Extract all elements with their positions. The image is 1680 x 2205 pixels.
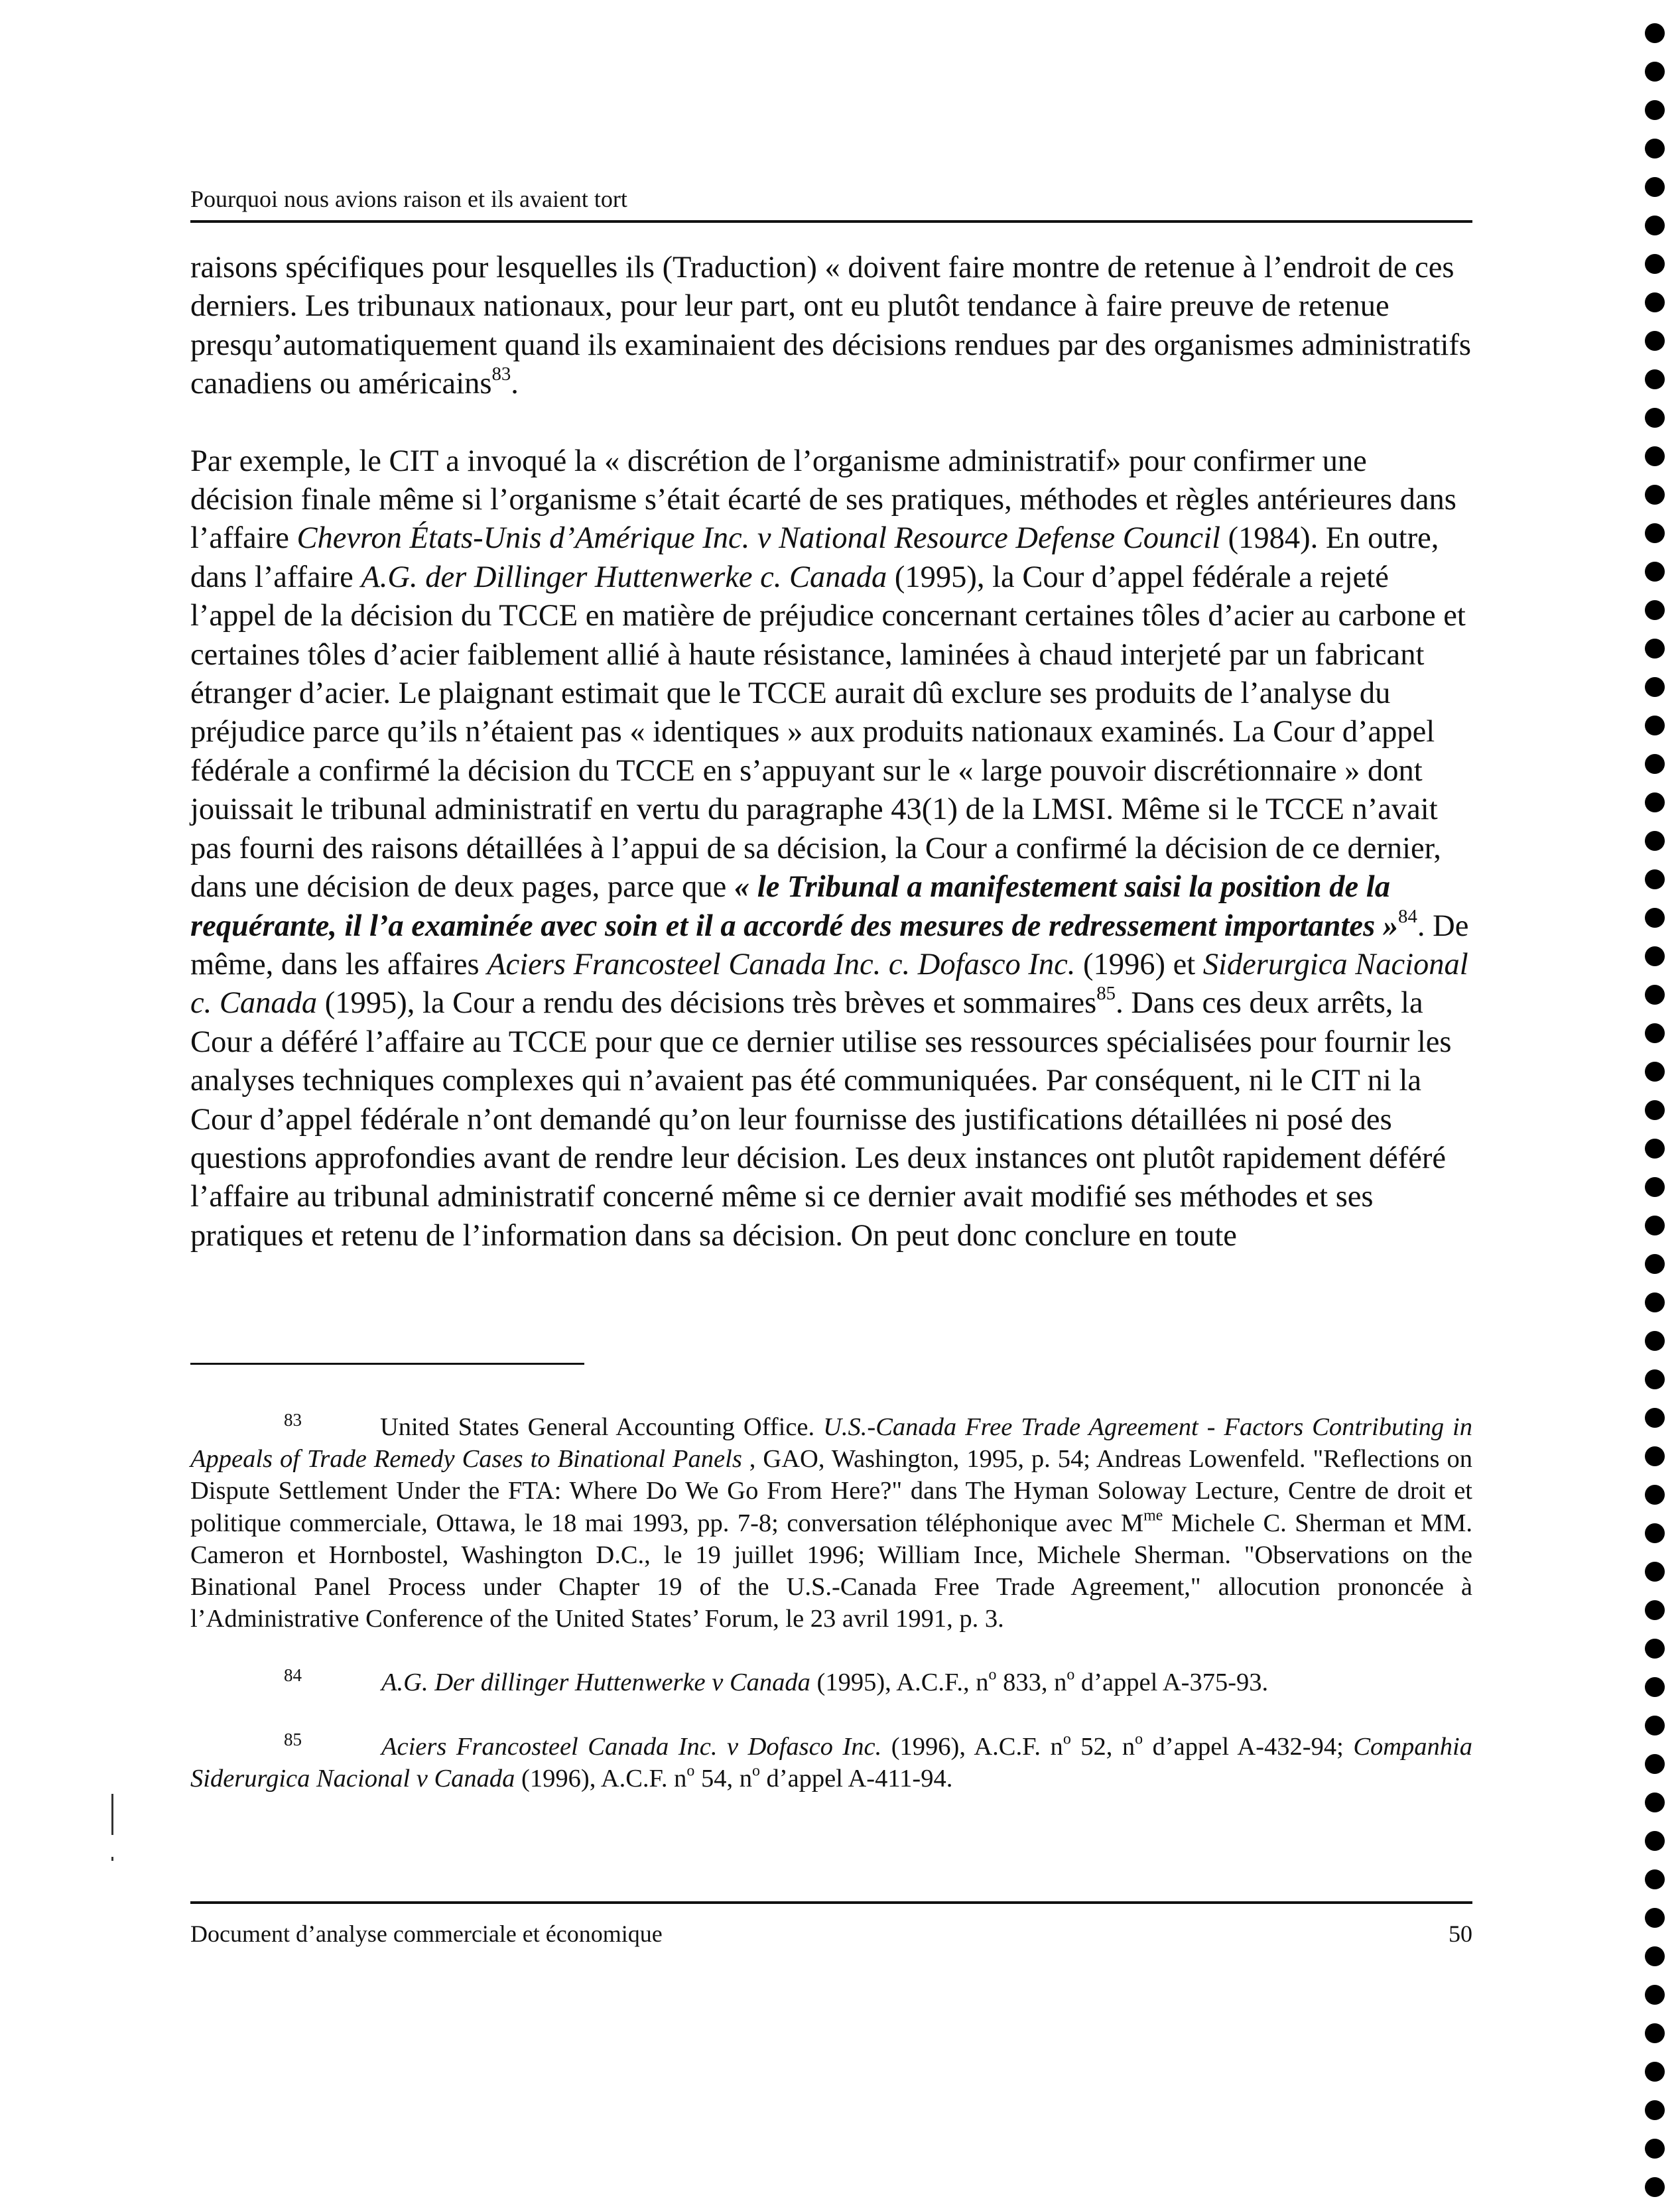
- binding-hole: [1645, 331, 1665, 351]
- footnote-title: A.G. Der dillinger Huttenwerke v Canada: [381, 1669, 810, 1697]
- binding-hole: [1645, 639, 1665, 659]
- footnote-text: 54, n: [694, 1764, 752, 1793]
- footnote-text: d’appel A-432-94;: [1143, 1732, 1354, 1761]
- footnote-text: (1995), A.C.F., n: [810, 1669, 989, 1697]
- binding-hole: [1645, 1062, 1665, 1082]
- footnote-title: U.S.-Canada Free Trade Agreement - Factors Contributing in Appeals of Trade Remedy Cases to Binational Panels: [190, 1413, 1472, 1474]
- binding-hole: [1645, 292, 1665, 312]
- binding-hole: [1645, 1023, 1665, 1043]
- binding-hole: [1645, 1600, 1665, 1620]
- court-quote: « le Tribunal a manifestement saisi la position de la requérante, il l’a examinée avec soin et il a accordé des mesures de redressement importantes »: [190, 870, 1399, 943]
- binding-hole: [1645, 1292, 1665, 1312]
- binding-hole: [1645, 985, 1665, 1005]
- paragraph-2-text: (1995), la Cour d’appel fédérale a rejeté l’appel de la décision du TCCE en matière de préjudice concernant certaines tôles d’acier au carbone et certaines tôles d’acier faiblement allié à haute résistance, laminées à chaud interjeté par un fabricant étranger d’acier. Le plaignant estimait que le TCCE aurait dû exclure ses produits de l’analyse du préjudice parce qu’ils n’étaient pas « identiques » aux produits nationaux examinés. La Cour d’appel fédérale a confirmé la décision du TCCE en s’appuyant sur le « large pouvoir discrétionnaire » dont jouissait le tribunal administratif en vertu du paragraphe 43(1) de la LMSI. Même si le TCCE n’avait pas fourni des raisons détaillées à l’appui de sa décision, la Cour a confirmé la décision de ce dernier, dans une décision de deux pages, parce que: [190, 560, 1466, 905]
- binding-holes: [1645, 0, 1671, 2205]
- binding-hole: [1645, 754, 1665, 774]
- binding-hole: [1645, 1100, 1665, 1120]
- paragraph-2-text: (1984). En outre, dans l’affaire: [190, 521, 1439, 594]
- footnote-text: (1996), A.C.F. n: [881, 1732, 1063, 1761]
- footnote-text: , GAO, Washington, 1995, p. 54; Andreas Lowenfeld. "Reflections on Dispute Settlement Under the FTA: Where Do We Go From Here?" dans The Hyman Soloway Lecture, Centre de droit et politique commerciale, Ottawa, le 18 mai 1993, pp. 7-8; conversation téléphonique avec M: [190, 1445, 1473, 1537]
- paragraph-2-text: . De même, dans les affaires: [190, 909, 1469, 981]
- binding-hole: [1645, 1831, 1665, 1851]
- footer-title: Document d’analyse commerciale et économique: [190, 1921, 663, 1947]
- footnote-ref-85[interactable]: 85: [1096, 983, 1116, 1005]
- binding-hole: [1645, 446, 1665, 466]
- binding-hole: [1645, 23, 1665, 43]
- binding-hole: [1645, 1677, 1665, 1697]
- binding-hole: [1645, 1139, 1665, 1159]
- binding-hole: [1645, 100, 1665, 120]
- footnote-ref-83[interactable]: 83: [491, 363, 511, 385]
- paragraph-1-end: .: [511, 367, 519, 401]
- binding-hole: [1645, 677, 1665, 697]
- case-name-chevron: Chevron États-Unis d’Amérique Inc. v National Resource Defense Council: [296, 521, 1221, 556]
- superscript: o: [686, 1762, 695, 1780]
- binding-hole: [1645, 1523, 1665, 1543]
- binding-hole: [1645, 1793, 1665, 1812]
- footnote-text: 833, n: [996, 1669, 1067, 1697]
- paragraph-2-text: (1995), la Cour a rendu des décisions très brèves et sommaires: [317, 986, 1097, 1021]
- paragraph-2-text: (1996) et: [1075, 947, 1203, 981]
- footnote-83: 83 United States General Accounting Office. U.S.-Canada Free Trade Agreement - Factors Contributing in Appeals of Trade Remedy Cases to Binational Panels , GAO, Washington, 1995, p. 54; Andreas Lowenfeld. "Reflections on Dispute Settlement Under the FTA: Where Do We Go From Here?" dans The Hyman Soloway Lecture, Centre de droit et politique commerciale, Ottawa, le 18 mai 1993, pp. 7-8; conversation téléphonique avec $M^{me}$ Michele C. Sherman et MM. Cameron et Hornbostel, Washington D.C., le 19 juillet 1996; William Ince, Michele Sherman. "Observations on the Binational Panel Process under Chapter 19 of the U.S.-Canada Free Trade Agreement," allocution prononcée à l’Administrative Conference of the United States’ Forum, le 23 avril 1991, p. 3.: [190, 1410, 1473, 1633]
- binding-hole: [1645, 869, 1665, 889]
- binding-hole: [1645, 1754, 1665, 1774]
- binding-hole: [1645, 1946, 1665, 1966]
- binding-hole: [1645, 562, 1665, 582]
- binding-hole: [1645, 2062, 1665, 2082]
- footnote-title: Aciers Francosteel Canada Inc. v Dofasco Inc.: [381, 1732, 882, 1761]
- footnote-separator: [190, 1363, 584, 1365]
- binding-hole: [1645, 792, 1665, 812]
- footnote-text: 52, n: [1070, 1732, 1135, 1761]
- superscript: me: [1143, 1506, 1163, 1524]
- binding-hole: [1645, 831, 1665, 851]
- footnotes: [190, 1411, 1472, 1795]
- binding-hole: [1645, 1639, 1665, 1659]
- paragraph-2-text: Par exemple, le CIT a invoqué la « discrétion de l’organisme administratif» pour confirmer une décision finale même si l’organisme s’était écarté de ses pratiques, méthodes et règles antérieures dans l’affaire: [190, 444, 1456, 556]
- footnote-84: 84 A.G. Der dillinger Huttenwerke v Canada (1995), A.C.F., $n^o$ 833, $n^o$ d’appel A-375-93.: [284, 1665, 1269, 1697]
- binding-hole: [1645, 177, 1665, 197]
- binding-hole: [1645, 408, 1665, 428]
- binding-hole: [1645, 1369, 1665, 1389]
- binding-hole: [1645, 1869, 1665, 1889]
- binding-hole: [1645, 254, 1665, 274]
- superscript: o: [751, 1762, 760, 1780]
- binding-hole: [1645, 908, 1665, 928]
- binding-hole: [1645, 2177, 1665, 2197]
- footnote-text: Michele C. Sherman et MM. Cameron et Hornbostel, Washington D.C., le 19 juillet 1996; William Ince, Michele Sherman. "Observations on the Binational Panel Process under Chapter 19 of the U.S.-Canada Free Trade Agreement," allocution prononcée à l’Administrative Conference of the United States’ Forum, le 23 avril 1991, p. 3.: [190, 1509, 1472, 1633]
- footnote-85: 85 Aciers Francosteel Canada Inc. v Dofasco Inc. (1996), A.C.F. $n^o$ 52, $n^o$ d’appel A-432-94; Companhia Siderurgica Nacional v Canada (1996), A.C.F. $n^o$ 54, $n^o$ d’appel A-411-94.: [190, 1729, 1472, 1793]
- binding-hole: [1645, 369, 1665, 389]
- binding-hole: [1645, 523, 1665, 543]
- binding-hole: [1645, 62, 1665, 82]
- footnote-ref-84[interactable]: 84: [1398, 905, 1417, 927]
- page-number: 50: [1449, 1921, 1472, 1947]
- case-name-francosteel: Aciers Francosteel Canada Inc. c. Dofasco Inc.: [487, 947, 1076, 981]
- binding-hole: [1645, 1254, 1665, 1274]
- binding-hole: [1645, 1908, 1665, 1928]
- binding-hole: [1645, 139, 1665, 158]
- superscript: o: [1063, 1730, 1071, 1747]
- scan-margin-mark: [111, 1857, 113, 1861]
- superscript: o: [1066, 1666, 1075, 1684]
- binding-hole: [1645, 1177, 1665, 1197]
- binding-hole: [1645, 1716, 1665, 1735]
- binding-hole: [1645, 2139, 1665, 2159]
- case-name-dillinger: A.G. der Dillinger Huttenwerke c. Canada: [361, 560, 887, 594]
- paragraph-2-text: . Dans ces deux arrêts, la Cour a déféré l’affaire au TCCE pour que ce dernier utilise ses ressources spécialisées pour fournir les analyses techniques complexes qui n’avaient pas été communiquées. Par conséquent, ni le CIT ni la Cour d’appel fédérale n’ont demandé qu’on leur fournisse des justifications détaillées ni posé des questions approfondies avant de rendre leur décision. Les deux instances ont plutôt rapidement déféré l’affaire au tribunal administratif concerné même si ce dernier avait modifié ses méthodes et ses pratiques et retenu de l’information dans sa décision. On peut donc conclure en toute: [190, 986, 1452, 1253]
- paragraph-1: [190, 249, 1474, 404]
- footnote-text: d’appel A-375-93.: [1074, 1669, 1269, 1697]
- binding-hole: [1645, 2023, 1665, 2043]
- paragraph-2: [190, 442, 1474, 1256]
- binding-hole: [1645, 946, 1665, 966]
- binding-hole: [1645, 1216, 1665, 1235]
- superscript: o: [1135, 1730, 1143, 1747]
- binding-hole: [1645, 485, 1665, 505]
- header-rule: [190, 220, 1472, 223]
- binding-hole: [1645, 1446, 1665, 1466]
- binding-hole: [1645, 1485, 1665, 1505]
- binding-hole: [1645, 216, 1665, 235]
- binding-hole: [1645, 1562, 1665, 1582]
- footnote-title: Companhia Siderurgica Nacional v Canada: [190, 1732, 1472, 1793]
- footer-rule: [190, 1901, 1472, 1904]
- body-text: [190, 249, 1474, 1255]
- binding-hole: [1645, 2100, 1665, 2120]
- running-header: Pourquoi nous avions raison et ils avaient tort: [190, 186, 627, 212]
- binding-hole: [1645, 716, 1665, 735]
- footnote-text: d’appel A-411-94.: [759, 1764, 953, 1793]
- binding-hole: [1645, 1985, 1665, 2005]
- binding-hole: [1645, 1408, 1665, 1428]
- binding-hole: [1645, 600, 1665, 620]
- scan-margin-mark: [111, 1794, 113, 1835]
- footnote-text: (1996), A.C.F. n: [515, 1764, 687, 1793]
- paragraph-1-text: raisons spécifiques pour lesquelles ils (Traduction) « doivent faire montre de retenue à l’endroit de ces derniers. Les tribunaux nationaux, pour leur part, ont eu plutôt tendance à faire preuve de retenue presqu’automatiquement quand ils examinaient des décisions rendues par des organismes administratifs canadiens ou américains: [190, 251, 1471, 401]
- case-name-siderurgica: Siderurgica Nacional c. Canada: [190, 947, 1468, 1021]
- superscript: o: [988, 1666, 997, 1684]
- binding-hole: [1645, 1331, 1665, 1351]
- footnote-text: United States General Accounting Office.: [380, 1413, 824, 1441]
